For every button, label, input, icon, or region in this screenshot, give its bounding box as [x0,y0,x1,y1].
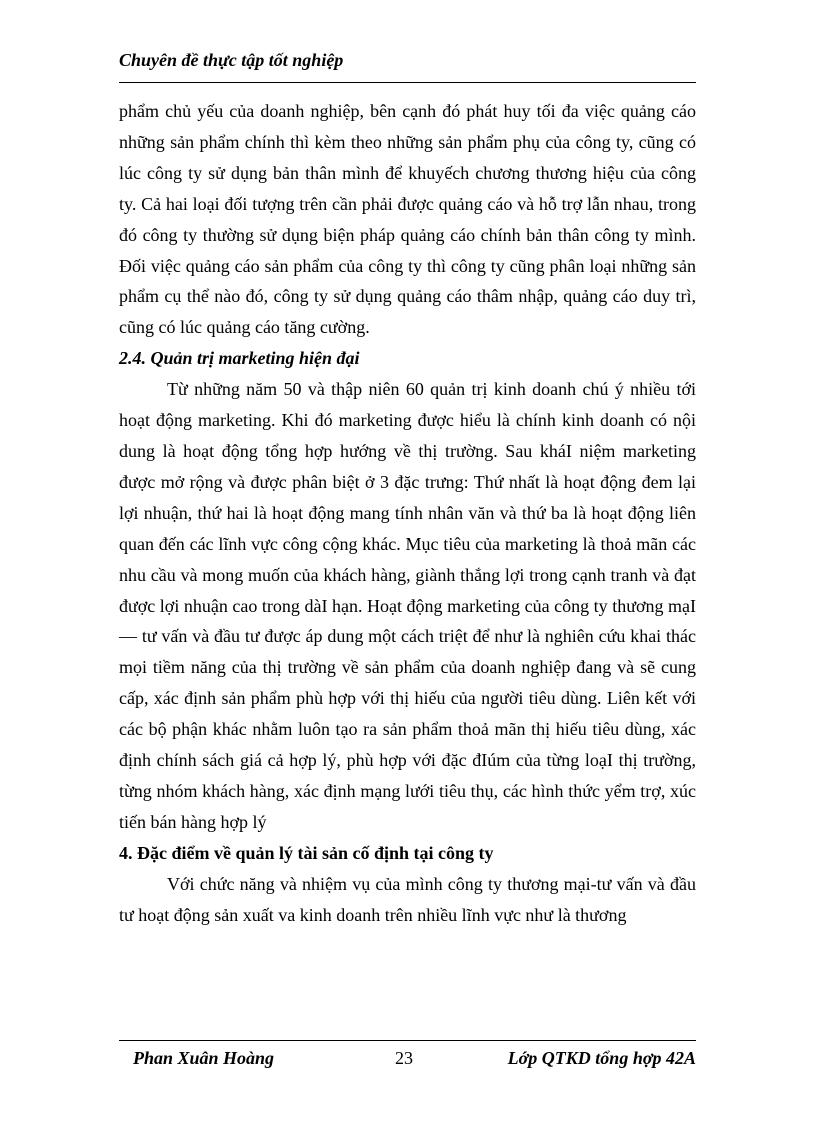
page-footer [0,1048,816,1074]
page-number: 23 [395,1048,413,1068]
body-paragraph-assets: Với chức năng và nhiệm vụ của mình công ty thương mại-tư vấn và đầu tư hoạt động sản xuất va kinh doanh trên nhiều lĩnh vực như là thương [119,873,696,925]
section-heading-4: 4. Đặc điểm về quản lý tài sản cố định tại công ty [119,842,494,863]
page-body [119,96,696,930]
header-divider [119,82,696,83]
footer-divider [119,1040,696,1041]
footer-class-name: Lớp QTKD tổng hợp 42A [507,1048,696,1068]
running-header-title: Chuyên đề thực tập tốt nghiệp [119,50,344,70]
body-paragraph-marketing: Từ những năm 50 và thập niên 60 quản trị kinh doanh chú ý nhiều tới hoạt động marketing. Khi đó marketing được hiểu là chính kinh doanh có nội dung là hoạt động tổng hợp hướng về thị trường. Sau kháI niệm marketing được mở rộng và được phân biệt ở 3 đặc trưng: Thứ nhất là hoạt động đem lại lợi nhuận, thứ hai là hoạt động mang tính nhân văn và thứ ba là hoạt động liên quan đến các lĩnh vực công cộng khác. Mục tiêu của marketing là thoả mãn các nhu cầu và mong muốn của khách hàng, giành thắng lợi trong cạnh tranh và đạt được lợi nhuận cao trong dàI hạn. Hoạt động marketing của công ty thương mạI — tư vấn và đầu tư được áp dung một cách triệt để như là nghiên cứu khai thác mọi tiềm năng của thị trường về sản phẩm của doanh nghiệp đang và sẽ cung cấp, xác định sản phẩm phù hợp với thị hiếu của người tiêu dùng. Liên kết với các bộ phận khác nhằm luôn tạo ra sản phẩm thoả mãn thị hiếu tiêu dùng, xác định chính sách giá cả hợp lý, phù hợp với đặc đIúm của từng loạI thị trường, từng nhóm khách hàng, xác định mạng lưới tiêu thụ, các hình thức yểm trợ, xúc tiến bán hàng hợp lý [119,379,696,832]
section-heading-2-4: 2.4. Quản trị marketing hiện đại [119,348,360,369]
footer-author: Phan Xuân Hoàng [133,1048,275,1068]
body-paragraph-continued: phẩm chủ yếu của doanh nghiệp, bên cạnh đó phát huy tối đa việc quảng cáo những sản phẩm chính thì kèm theo những sản phẩm phụ của công ty, cũng có lúc công ty sử dụng bản thân mình để khuyếch chương thương hiệu của công ty. Cả hai loại đối tượng trên cần phải được quảng cáo và hỗ trợ lẫn nhau, trong đó công ty thường sử dụng biện pháp quảng cáo chính bản thân công ty mình. Đối việc quảng cáo sản phẩm của công ty thì công ty cũng phân loại những sản phẩm cụ thể nào đó, công ty sử dụng quảng cáo thâm nhập, quảng cáo duy trì, cũng có lúc quảng cáo tăng cường. [119,101,696,338]
